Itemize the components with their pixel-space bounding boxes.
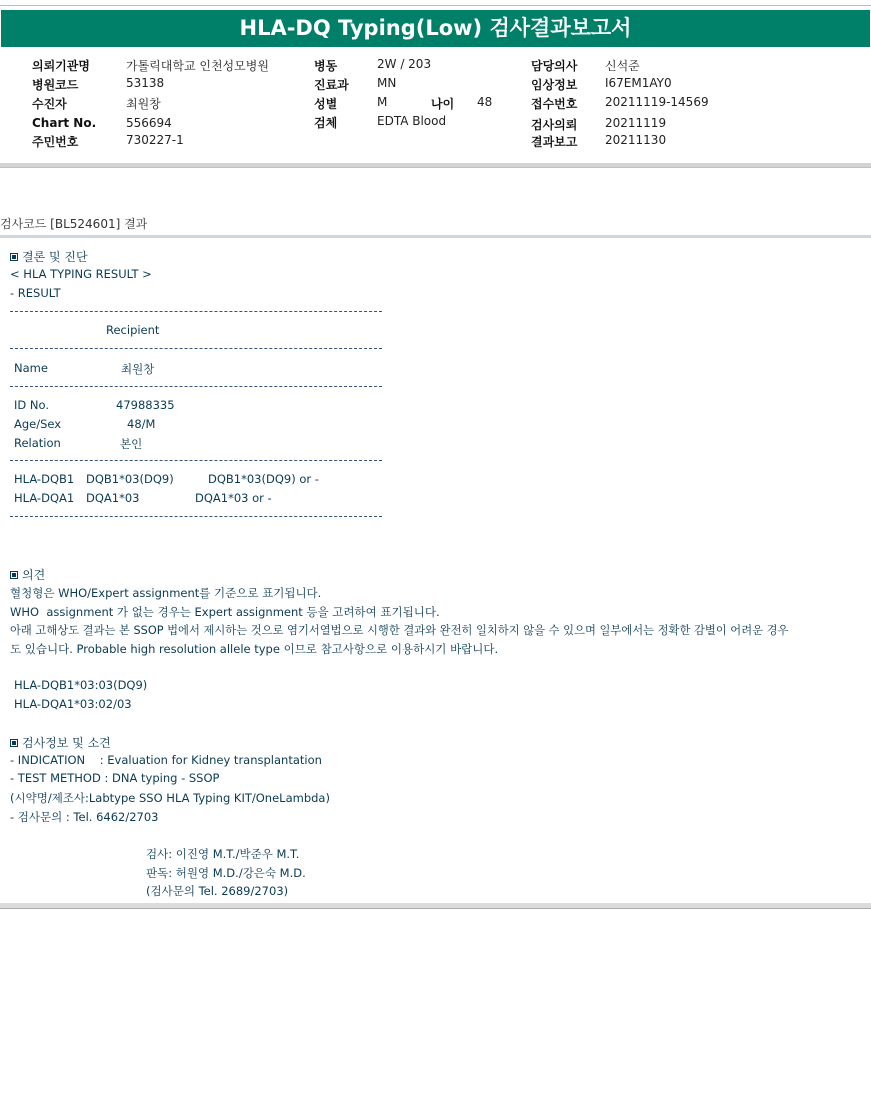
report-date-value: 20211130 [605, 133, 667, 147]
recipient-header: Recipient [106, 323, 160, 337]
reader-signature: 판독: 허원영 M.D./강은숙 M.D. [146, 866, 306, 880]
resident-no-label: 주민번호 [32, 135, 79, 149]
opinion-allele: HLA-DQA1*03:02/03 [14, 697, 132, 711]
receipt-no-label: 접수번호 [531, 97, 578, 111]
hla-row-locus: HLA-DQA1 [14, 491, 75, 505]
section-bullet-icon [10, 253, 18, 261]
age-label: 나이 [431, 97, 455, 111]
request-date-value: 20211119 [605, 116, 667, 130]
sex-value: M [377, 95, 388, 109]
patient-info-block [0, 52, 871, 162]
resident-no-value: 730227-1 [126, 133, 184, 147]
relation-label: Relation [14, 436, 61, 450]
request-date-label: 검사의뢰 [531, 118, 578, 132]
specimen-value: EDTA Blood [377, 114, 447, 128]
ward-value: 2W / 203 [377, 57, 432, 71]
institution-value: 가톨릭대학교 인천성모병원 [126, 59, 269, 73]
divider [10, 386, 382, 387]
hla-row-alt: DQA1*03 or - [195, 491, 272, 505]
test-code-line: 검사코드 [BL524601] 결과 [0, 217, 148, 231]
test-info-line: (시약명/제조사:Labtype SSO HLA Typing KIT/OneLambda) [10, 791, 330, 805]
divider [10, 311, 382, 312]
patient-label: 수진자 [32, 97, 67, 111]
department-label: 진료과 [314, 78, 349, 92]
chart-no-value: 556694 [126, 116, 172, 130]
header-separator-line [0, 167, 871, 168]
opinion-line: 도 있습니다. Probable high resolution allele type 이므로 참고사항으로 이용하시기 바랍니다. [10, 642, 499, 656]
relation-value: 본인 [120, 437, 143, 451]
receipt-no-value: 20211119-14569 [605, 95, 709, 109]
test-info-heading-text: 검사정보 및 소견 [22, 736, 111, 750]
clinical-info-label: 임상정보 [531, 78, 578, 92]
doctor-value: 신석준 [605, 59, 640, 73]
contact-info: (검사문의 Tel. 2689/2703) [146, 884, 289, 898]
hla-row-alt: DQB1*03(DQ9) or - [208, 472, 319, 486]
divider [10, 516, 382, 517]
result-subtitle: < HLA TYPING RESULT > [10, 267, 152, 281]
opinion-heading-text: 의견 [22, 568, 46, 582]
sex-label: 성별 [314, 97, 338, 111]
chart-no-label: Chart No. [32, 116, 97, 130]
result-section-border [0, 235, 871, 238]
opinion-line: 아래 고해상도 결과는 본 SSOP 법에서 제시하는 것으로 염기서열법으로 시행한 결과와 완전히 일치하지 않을 수 있으며 일부에서는 정확한 감별이 어려운 경우 [10, 624, 789, 637]
tester-signature: 검사: 이진영 M.T./박준우 M.T. [146, 847, 300, 861]
divider [10, 348, 382, 349]
conclusion-heading [10, 248, 88, 265]
test-info-heading [10, 734, 111, 751]
hospital-code-value: 53138 [126, 76, 165, 90]
opinion-line: WHO assignment 가 없는 경우는 Expert assignment 등을 고려하여 표기됩니다. [10, 605, 440, 619]
report-date-label: 결과보고 [531, 135, 578, 149]
test-info-line: - INDICATION : Evaluation for Kidney transplantation [10, 753, 322, 767]
agesex-value: 48/M [127, 417, 156, 431]
id-label: ID No. [14, 398, 49, 412]
clinical-info-value: I67EM1AY0 [605, 76, 672, 90]
department-value: MN [377, 76, 397, 90]
opinion-allele: HLA-DQB1*03:03(DQ9) [14, 678, 148, 692]
section-bullet-icon [10, 571, 18, 579]
age-value: 48 [477, 95, 493, 109]
conclusion-heading-text: 결론 및 진단 [22, 250, 88, 264]
hla-row-allele: DQB1*03(DQ9) [86, 472, 174, 486]
section-bullet-icon [10, 739, 18, 747]
name-value: 최원창 [121, 362, 155, 376]
patient-value: 최원창 [126, 97, 161, 111]
top-border [0, 5, 871, 6]
opinion-line: 혈청형은 WHO/Expert assignment를 기준으로 표기됩니다. [10, 586, 322, 600]
ward-label: 병동 [314, 59, 338, 73]
institution-label: 의뢰기관명 [32, 59, 90, 73]
specimen-label: 검체 [314, 116, 338, 130]
agesex-label: Age/Sex [14, 417, 62, 431]
result-label: - RESULT [10, 286, 61, 300]
name-label: Name [14, 361, 48, 375]
footer-separator-line [0, 908, 871, 909]
report-title: HLA-DQ Typing(Low) 검사결과보고서 [1, 10, 870, 47]
doctor-label: 담당의사 [531, 59, 578, 73]
test-info-line: - TEST METHOD : DNA typing - SSOP [10, 771, 220, 785]
opinion-heading [10, 566, 45, 583]
divider [10, 460, 382, 461]
test-info-line: - 검사문의 : Tel. 6462/2703 [10, 810, 159, 824]
id-value: 47988335 [116, 398, 175, 412]
hospital-code-label: 병원코드 [32, 78, 79, 92]
hla-row-allele: DQA1*03 [86, 491, 140, 505]
hla-row-locus: HLA-DQB1 [14, 472, 75, 486]
